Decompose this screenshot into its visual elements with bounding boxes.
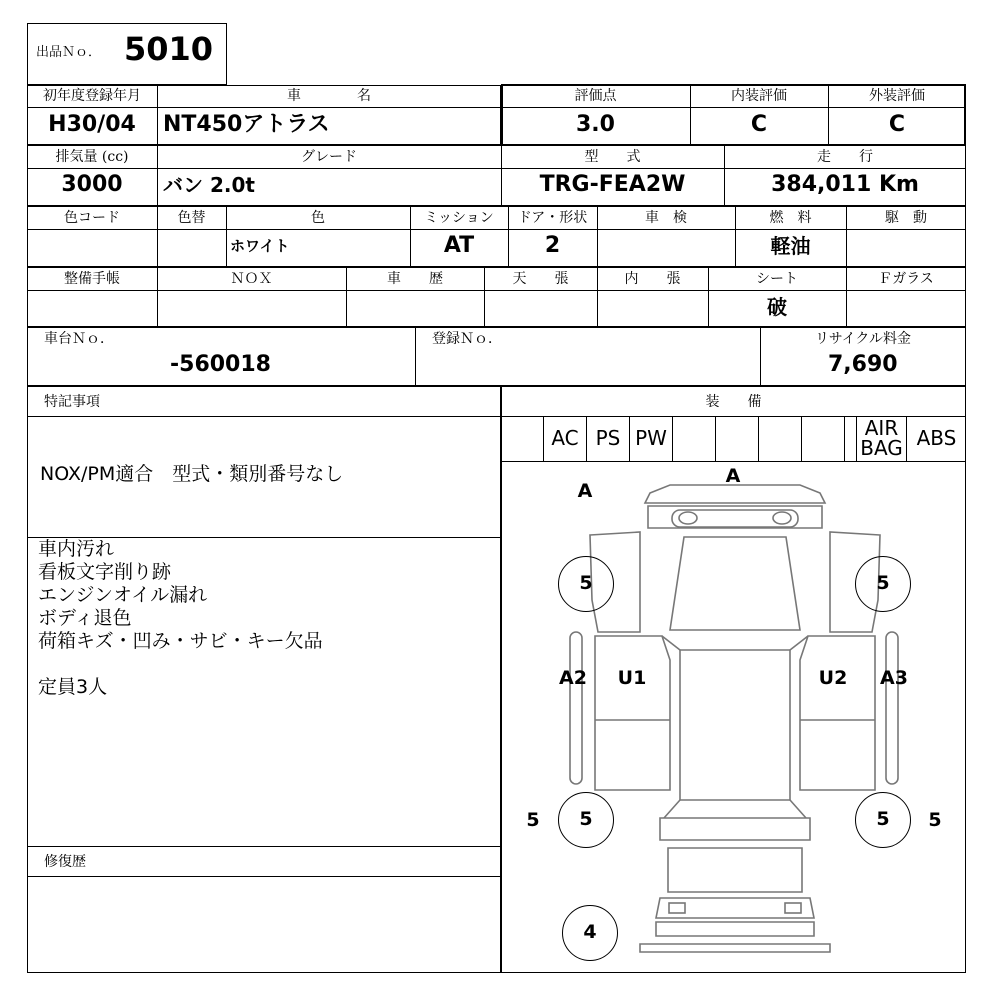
roof-label: 天 張 (512, 271, 569, 287)
notes-line1: NOX/PM適合 型式・類別番号なし (40, 463, 344, 485)
year-label: 初年度登録年月 (43, 88, 141, 104)
equip-cell-blank-6 (845, 417, 857, 461)
interior-label: 内装評価 (731, 88, 787, 104)
drive-label: 駆 動 (885, 210, 927, 226)
name-label: 車 名 (287, 88, 371, 104)
grade-top-a1: A (577, 480, 593, 502)
inner-label: 内 張 (624, 271, 681, 287)
color-value: ホワイト (230, 237, 290, 255)
color-code-label: 色コード (64, 210, 120, 226)
seat-label: シート (756, 271, 798, 287)
grade-u1: U1 (617, 667, 647, 689)
door-label: ドア・形状 (517, 210, 588, 226)
notes-label: 特記事項 (44, 394, 100, 410)
color-label: 色 (311, 210, 325, 226)
equip-cell-airbag: AIR BAG (857, 417, 907, 461)
equipment-label: 装 備 (705, 394, 762, 410)
equip-cell-blank-3 (716, 417, 759, 461)
notes-body: 車内汚れ 看板文字削り跡 エンジンオイル漏れ ボディ退色 荷箱キズ・凹み・サビ・キー欠品 定員3人 (38, 538, 323, 698)
nox-label: ＮＯＸ (230, 271, 273, 287)
lot-label: 出品Ｎｏ． (36, 45, 102, 60)
tire-front-right: 5 (855, 556, 911, 612)
recycle-label: リサイクル料金 (814, 331, 912, 347)
tire-rear-left: 5 (558, 792, 614, 848)
grade-u2: U2 (818, 667, 848, 689)
interior-value: C (750, 112, 768, 137)
lot-box (27, 23, 227, 85)
equip-cell-blank-1 (501, 417, 544, 461)
tire-spare: 4 (562, 905, 618, 961)
manual-label: 整備手帳 (64, 271, 120, 287)
exterior-label: 外装評価 (869, 88, 925, 104)
model-value: TRG-FEA2W (539, 172, 686, 197)
chassis-label: 車台Ｎｏ． (44, 331, 114, 347)
score-value: 3.0 (576, 112, 615, 137)
equip-cell-blank-4 (759, 417, 802, 461)
mission-value: AT (443, 233, 475, 258)
equip-cell-abs: ABS (916, 426, 957, 450)
grade-value: バン 2.0t (163, 173, 255, 197)
displacement-value: 3000 (61, 172, 123, 197)
score-label: 評価点 (574, 88, 617, 104)
grade-rear-left-outer: 5 (526, 809, 540, 831)
name-value: NT450アトラス (163, 112, 330, 137)
fuel-label: 燃 料 (769, 210, 812, 226)
glass-label: Ｆガラス (878, 271, 934, 287)
door-value: 2 (544, 233, 561, 258)
grade-a2: A2 (559, 667, 587, 689)
seat-value: 破 (767, 295, 787, 319)
tire-front-left: 5 (558, 556, 614, 612)
equip-cell-blank-2 (673, 417, 716, 461)
grade-top-a2: A (725, 465, 741, 487)
grade-rear-right-outer: 5 (928, 809, 942, 831)
equip-cell-ps: PS (587, 417, 630, 461)
color-change-label: 色替 (177, 210, 206, 226)
mission-label: ミッション (424, 210, 494, 226)
mileage-value: 384,011 Km (771, 172, 919, 197)
equip-cell-blank-5 (802, 417, 845, 461)
inspection-label: 車 検 (645, 210, 687, 226)
vehicle-diagram (502, 462, 965, 972)
displacement-label: 排気量 (cc) (55, 149, 129, 165)
equip-cell-pw: PW (630, 417, 673, 461)
chassis-value: -560018 (170, 352, 271, 377)
exterior-value: C (888, 112, 906, 137)
grade-label: グレード (301, 149, 357, 165)
model-label: 型 式 (584, 149, 641, 165)
reg-label: 登録Ｎｏ． (432, 331, 502, 347)
year-value: H30/04 (48, 112, 136, 137)
fuel-value: 軽油 (770, 234, 811, 258)
grade-a3: A3 (880, 667, 908, 689)
recycle-value: 7,690 (828, 352, 898, 377)
mileage-label: 走 行 (817, 149, 873, 165)
equip-cell-ac: AC (544, 417, 587, 461)
history-label: 車 歴 (387, 271, 443, 287)
repair-label: 修復歴 (44, 854, 86, 870)
tire-rear-right: 5 (855, 792, 911, 848)
lot-number: 5010 (124, 30, 214, 68)
